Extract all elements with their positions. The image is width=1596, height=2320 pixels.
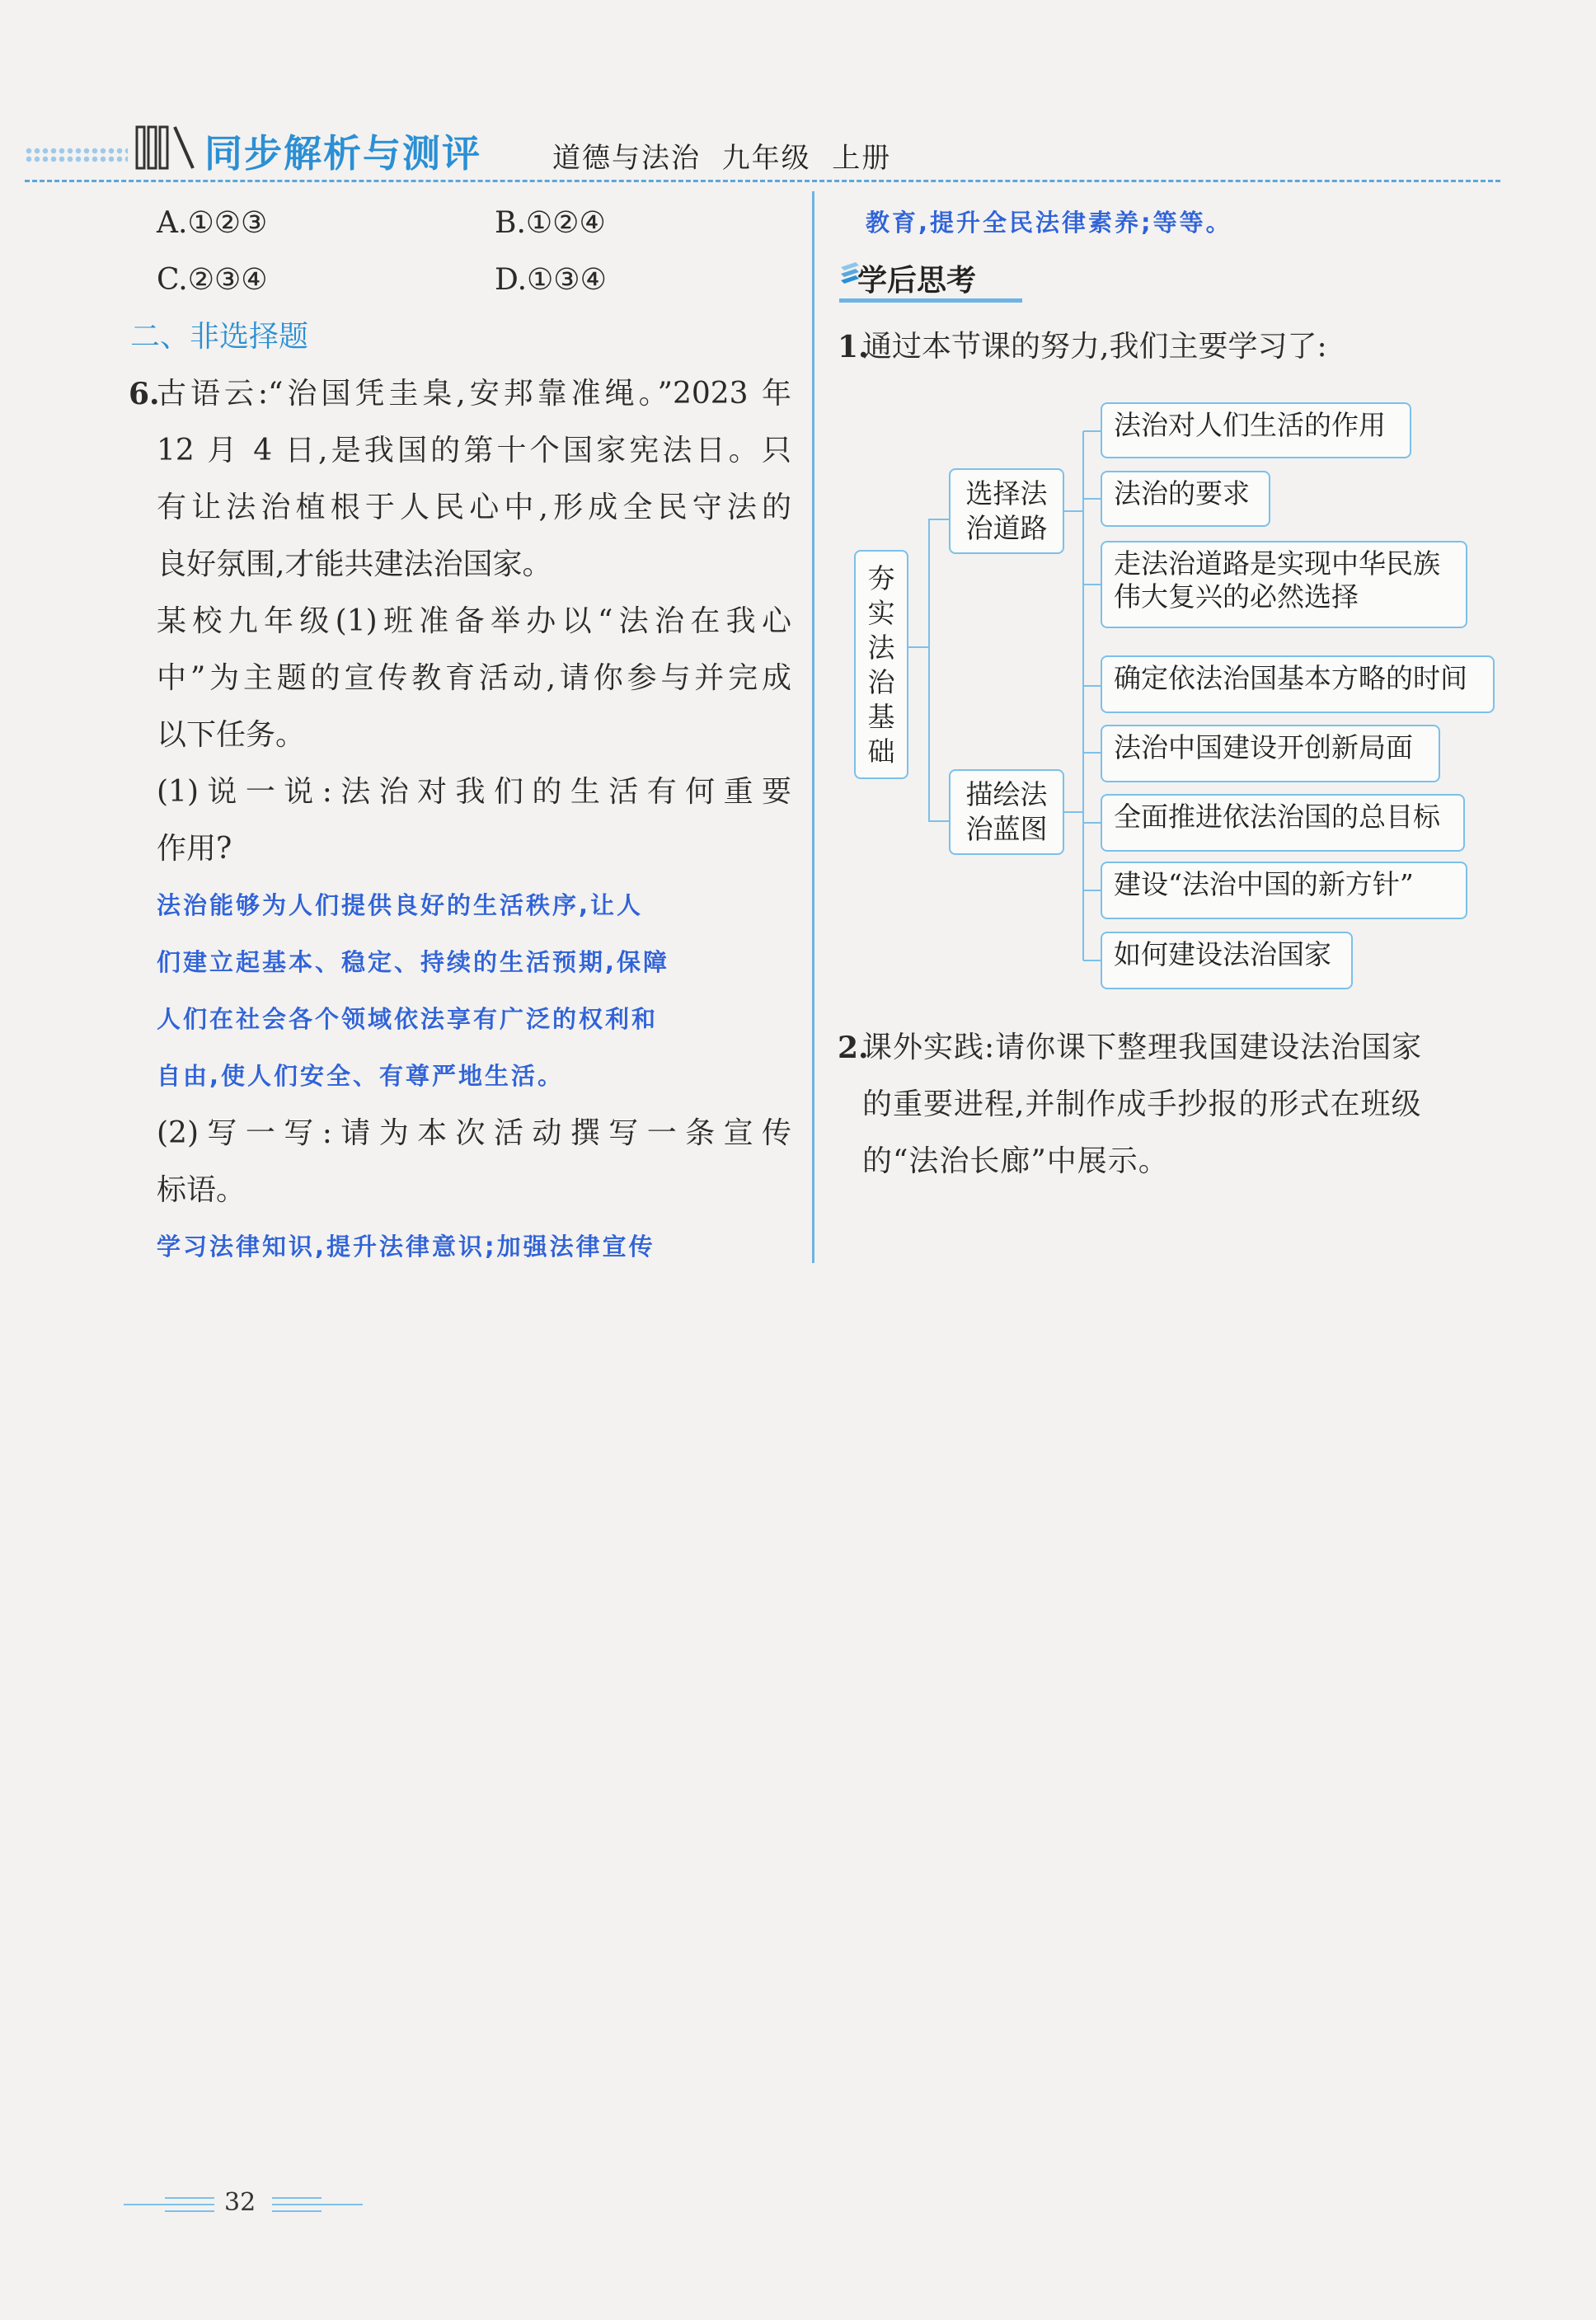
option-d: D.①③④	[495, 263, 607, 297]
q1-text: 通过本节课的努力,我们主要学习了:	[862, 330, 1327, 364]
q6-line-3: 有让法治植根于人民心中,形成全民守法的	[157, 491, 791, 524]
q6-line-1: 古语云:“治国凭圭臬,安邦靠准绳。”2023 年	[157, 377, 791, 411]
sub1-line-2: 作用?	[157, 832, 232, 866]
header-subject: 道德与法治 九年级 上册	[552, 142, 892, 175]
q6-number: 6.	[129, 377, 160, 411]
answer2-line-2: 教育,提升全民法律素养;等等。	[866, 209, 1232, 237]
footer-left-lines-decoration	[124, 2193, 214, 2216]
q2-line-2: 的重要进程,并制作成手抄报的形式在班级	[862, 1087, 1422, 1121]
q2-line-3: 的“法治长廊”中展示。	[862, 1144, 1169, 1178]
mindmap-root: 夯 实 法 治 基 础	[854, 550, 908, 779]
sub2-line-2: 标语。	[157, 1173, 246, 1207]
answer1-line-2: 们建立起基本、稳定、持续的生活预期,保障	[157, 948, 670, 976]
q6-line-2: 12 月 4 日,是我国的第十个国家宪法日。只	[157, 434, 791, 467]
mindmap-branch-choose-path: 选择法 治道路	[949, 468, 1064, 554]
q6-line-4: 良好氛围,才能共建法治国家。	[157, 547, 552, 581]
mindmap-item-new-guideline: 建设“法治中国的新方针”	[1101, 862, 1467, 919]
option-a: A.①②③	[157, 206, 268, 240]
q2-number: 2.	[838, 1031, 869, 1065]
mindmap-item-new-situation: 法治中国建设开创新局面	[1101, 725, 1440, 782]
answer2-line-1: 学习法律知识,提升法律意识;加强法律宣传	[157, 1233, 655, 1261]
page-number: 32	[224, 2188, 256, 2217]
mindmap-item-requirements: 法治的要求	[1101, 471, 1270, 527]
sub2-line-1: (2)写一写:请为本次活动撰写一条宣传	[157, 1116, 791, 1150]
q6b-line-3: 以下任务。	[157, 718, 306, 752]
option-b: B.①②④	[495, 206, 606, 240]
mindmap-item-role-of-rule-of-law: 法治对人们生活的作用	[1101, 402, 1411, 458]
study-reflection-title: 学后思考	[857, 264, 977, 298]
footer-right-lines-decoration	[272, 2193, 363, 2216]
answer1-line-1: 法治能够为人们提供良好的生活秩序,让人	[157, 891, 644, 919]
mindmap-branch-blueprint: 描绘法 治蓝图	[949, 769, 1064, 855]
section-title: 二、非选择题	[130, 320, 309, 354]
mindmap-item-how-to-build: 如何建设法治国家	[1101, 932, 1353, 989]
brand-title: 同步解析与测评	[204, 131, 481, 176]
mindmap-item-overall-goal: 全面推进依法治国的总目标	[1101, 794, 1465, 852]
q6b-line-2: 中”为主题的宣传教育活动,请你参与并完成	[157, 661, 791, 695]
q2-line-1: 课外实践:请你课下整理我国建设法治国家	[862, 1031, 1423, 1064]
sub1-line-1: (1)说一说:法治对我们的生活有何重要	[157, 775, 791, 809]
q6b-line-1: 某校九年级(1)班准备举办以“法治在我心	[157, 604, 791, 638]
answer1-line-3: 人们在社会各个领域依法享有广泛的权利和	[157, 1005, 659, 1033]
mindmap-item-inevitable-choice: 走法治道路是实现中华民族 伟大复兴的必然选择	[1101, 541, 1467, 628]
mindmap-item-basic-strategy-time: 确定依法治国基本方略的时间	[1101, 655, 1495, 713]
answer1-line-4: 自由,使人们安全、有尊严地生活。	[157, 1062, 565, 1090]
option-c: C.②③④	[157, 263, 268, 297]
q1-number: 1.	[838, 330, 869, 364]
